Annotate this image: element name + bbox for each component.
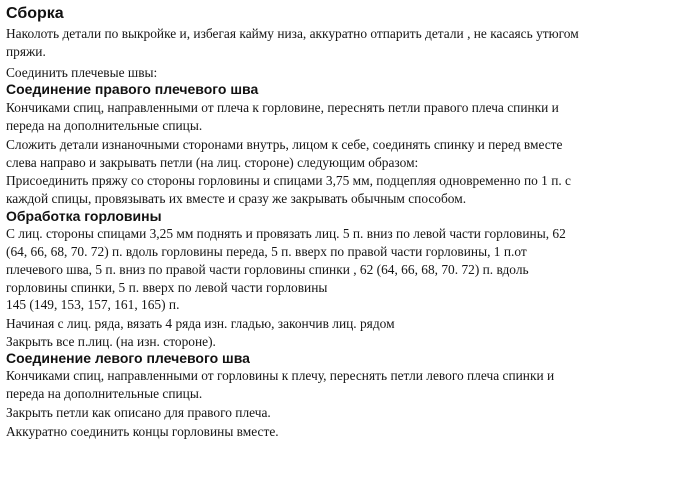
paragraph-line: Наколоть детали по выкройке и, избегая кайму низа, аккуратно отпарить детали , не касаясь утюгом (6, 26, 579, 41)
paragraph-line: плечевого шва, 5 п. вниз по правой части горловины спинки , 62 (64, 66, 68, 70. 72) п. вдоль (6, 262, 529, 277)
paragraph-line: слева направо и закрывать петли (на лиц. стороне) следующим образом: (6, 155, 419, 170)
paragraph-line: Соединить плечевые швы: (6, 65, 158, 80)
section-title-neckline: Обработка горловины (6, 208, 162, 224)
section-title-right-shoulder: Соединение правого плечевого шва (6, 81, 259, 97)
paragraph-line: 145 (149, 153, 157, 161, 165) п. (6, 297, 180, 312)
paragraph-line: переда на дополнительные спицы. (6, 118, 203, 133)
paragraph-line: (64, 66, 68, 70. 72) п. вдоль горловины переда, 5 п. вверх по правой части горловины, 1 п.от (6, 244, 527, 259)
paragraph-line: Аккуратно соединить концы горловины вместе. (6, 424, 279, 439)
paragraph-line: Кончиками спиц, направленными от горловины к плечу, переснять петли левого плеча спинки и (6, 368, 555, 383)
paragraph-line: переда на дополнительные спицы. (6, 386, 203, 401)
paragraph-line: Сложить детали изнаночными сторонами внутрь, лицом к себе, соединять спинку и перед вместе (6, 137, 563, 152)
paragraph-line: Кончиками спиц, направленными от плеча к горловине, переснять петли правого плеча спинки и (6, 100, 559, 115)
paragraph-line: С лиц. стороны спицами 3,25 мм поднять и провязать лиц. 5 п. вниз по левой части горловины, 62 (6, 226, 566, 241)
paragraph-line: пряжи. (6, 44, 46, 59)
paragraph-line: Присоединить пряжу со стороны горловины и спицами 3,75 мм, подцепляя одновременно по 1 п. с (6, 173, 572, 188)
section-title-left-shoulder: Соединение левого плечевого шва (6, 350, 250, 366)
paragraph-line: горловины спинки, 5 п. вверх по левой части горловины (6, 280, 328, 295)
section-title-assembly: Сборка (6, 5, 64, 22)
paragraph-line: Закрыть все п.лиц. (на изн. стороне). (6, 334, 216, 349)
paragraph-line: Закрыть петли как описано для правого плеча. (6, 405, 271, 420)
paragraph-line: Начиная с лиц. ряда, вязать 4 ряда изн. гладью, закончив лиц. рядом (6, 316, 395, 331)
paragraph-line: каждой спицы, провязывать их вместе и сразу же закрывать обычным способом. (6, 191, 467, 206)
